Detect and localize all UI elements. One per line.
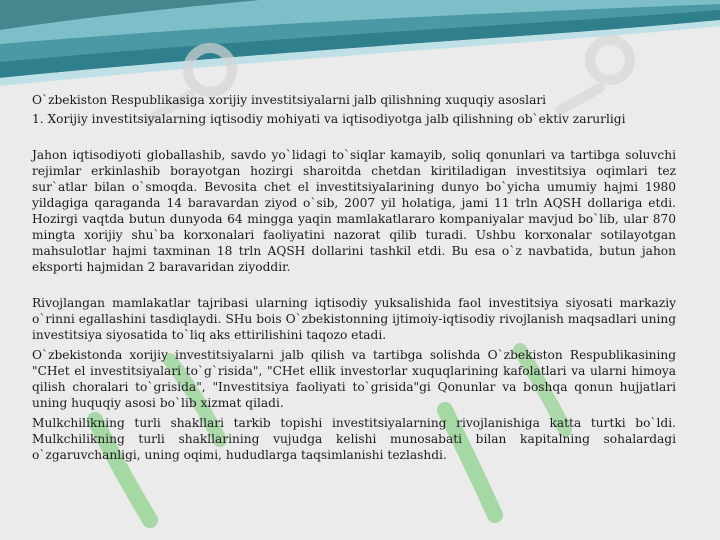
- paragraph-ownership-forms: Mulkchilikning turli shakllari tarkib topishi investitsiyalarning rivojlanishiga katta turtki bo`ldi. Mulkchilikning turli shakllarining vujudga kelishi munosabati bilan kapitalning sohalardagi o`zgaruvchanligi, uning oqimi, hududlarga taqsimlanishi tezlashdi.: [32, 416, 676, 462]
- paragraph-legal-basis: O`zbekistonda xorijiy investitsiyalarni jalb qilish va tartibga solishda O`zbekiston Respublikasining "CHet el investitsiyalari to`g`risida", "CHet ellik investorlar xuquqlarining kafolatlari va ularni himoya qilish choralari to`grisida", "Investitsiya faoliyati to`grisida"gi Qonunlar va boshqa qonun hujjatlari uning huquqiy asosi bo`lib xizmat qiladi.: [32, 348, 676, 410]
- header-wave-band: [0, 0, 720, 90]
- slide-content: [32, 92, 676, 463]
- slide-title: O`zbekiston Respublikasiga xorijiy investitsiyalarni jalb qilishning xuquqiy asoslari: [32, 93, 547, 107]
- paragraph-developed-countries: Rivojlangan mamlakatlar tajribasi ularning iqtisodiy yuksalishida faol investitsiya siyosati markaziy o`rinni egallashini tasdiqlaydi. SHu bois O`zbekistonning ijtimoiy-iqtisodiy rivojlanish maqsadlari uning investitsiya siyosatida to`liq aks ettirilishini taqozo etadi.: [32, 296, 676, 342]
- section-heading: 1. Xorijiy investitsiyalarning iqtisodiy mohiyati va iqtisodiyotga jalb qilishning ob`ektiv zarurligi: [32, 112, 626, 126]
- paragraph-global-investment: Jahon iqtisodiyoti globallashib, savdo yo`lidagi to`siqlar kamayib, soliq qonunlari va tartibga soluvchi rejimlar erkinlashib borayotgan hozirgi sharoitda chetdan kiritiladigan investitsiya oqimlari tez sur`atlar bilan o`smoqda. Bevosita chet el investitsiyalarining dunyo bo`yicha umumiy hajmi 1980 yildagiga qaraganda 14 baravardan ziyod o`sib, 2007 yil holatiga, jami 11 trln AQSH dollariga etdi. Hozirgi vaqtda butun dunyoda 64 mingga yaqin mamlakatlararo kompaniyalar mavjud bo`lib, ular 870 mingta xorijiy shu`ba korxonalari faoliyatini nazorat qilib turadi. Ushbu korxonalar sotilayotgan mahsulotlar hajmi taxminan 18 trln AQSH dollarini tashkil etdi. Bu esa o`z navbatida, butun jahon eksporti hajmidan 2 baravaridan ziyoddir.: [32, 148, 676, 274]
